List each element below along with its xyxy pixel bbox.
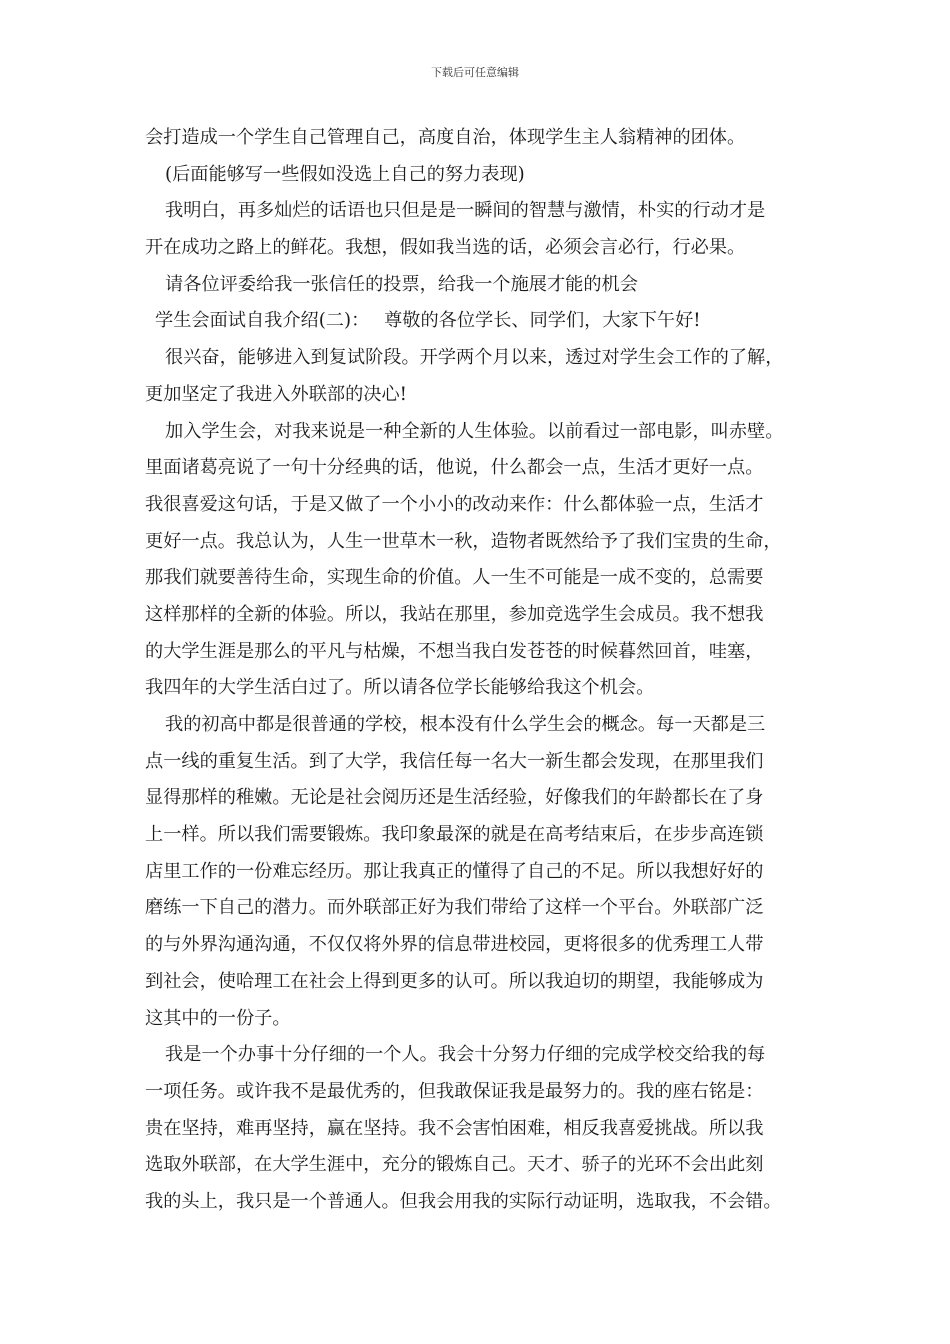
text-line: 学生会面试自我介绍(二)： 尊敬的各位学长、同学们，大家下午好! — [155, 310, 701, 332]
text-line: 会打造成一个学生自己管理自己，高度自治，体现学生主人翁精神的团体。 — [145, 127, 746, 148]
text-line: (后面能够写一些假如没选上自己的努力表现) — [165, 163, 525, 185]
text-line: 上一样。所以我们需要锻炼。我印象最深的就是在高考结束后，在步步高连锁 — [145, 824, 764, 846]
text-line: 我明白，再多灿烂的话语也只但是是一瞬间的智慧与激情，朴实的行动才是 — [165, 200, 766, 222]
text-line: 我是一个办事十分仔细的一个人。我会十分努力仔细的完成学校交给我的每 — [165, 1044, 766, 1066]
document-body — [145, 120, 825, 1221]
text-line: 开在成功之路上的鲜花。我想，假如我当选的话，必须会言必行，行必果。 — [145, 237, 746, 259]
text-line: 到社会，使哈理工在社会上得到更多的认可。所以我迫切的期望，我能够成为 — [145, 970, 764, 992]
text-line: 显得那样的稚嫩。无论是社会阅历还是生活经验，好像我们的年龄都长在了身 — [145, 787, 764, 809]
text-line: 磨练一下自己的潜力。而外联部正好为我们带给了这样一个平台。外联部广泛 — [145, 897, 764, 919]
text-line: 我的头上，我只是一个普通人。但我会用我的实际行动证明，选取我，不会错。 — [145, 1190, 782, 1212]
text-line: 店里工作的一份难忘经历。那让我真正的懂得了自己的不足。所以我想好好的 — [145, 860, 764, 882]
text-line: 请各位评委给我一张信任的投票，给我一个施展才能的机会 — [165, 273, 638, 295]
text-line: 的大学生涯是那么的平凡与枯燥，不想当我白发苍苍的时候暮然回首，哇塞， — [145, 640, 764, 662]
text-line: 这其中的一份子。 — [145, 1007, 291, 1029]
text-line: 选取外联部，在大学生涯中，充分的锻炼自己。天才、骄子的光环不会出此刻 — [145, 1154, 764, 1176]
text-line: 那我们就要善待生命，实现生命的价值。人一生不可能是一成不变的，总需要 — [145, 567, 764, 589]
text-line: 我四年的大学生活白过了。所以请各位学长能够给我这个机会。 — [145, 677, 655, 699]
text-line: 很兴奋，能够进入到复试阶段。开学两个月以来，透过对学生会工作的了解， — [165, 347, 784, 369]
text-line: 我的初高中都是很普通的学校，根本没有什么学生会的概念。每一天都是三 — [165, 714, 766, 735]
text-line: 里面诸葛亮说了一句十分经典的话，他说，什么都会一点，生活才更好一点。 — [145, 457, 764, 479]
text-line: 的与外界沟通沟通，不仅仅将外界的信息带进校园，更将很多的优秀理工人带 — [145, 934, 764, 956]
text-line: 加入学生会，对我来说是一种全新的人生体验。以前看过一部电影，叫赤壁。 — [165, 420, 784, 442]
text-line: 更加坚定了我进入外联部的决心! — [145, 383, 407, 405]
text-line: 更好一点。我总认为，人生一世草木一秋，造物者既然给予了我们宝贵的生命， — [145, 530, 782, 552]
text-line: 我很喜爱这句话，于是又做了一个小小的改动来作：什么都体验一点，生活才 — [145, 493, 764, 515]
page-header: 下载后可任意编辑 — [431, 66, 519, 79]
text-line: 点一线的重复生活。到了大学，我信任每一名大一新生都会发现，在那里我们 — [145, 750, 764, 772]
text-line: 贵在坚持，难再坚持，赢在坚持。我不会害怕困难，相反我喜爱挑战。所以我 — [145, 1117, 764, 1139]
text-line: 这样那样的全新的体验。所以，我站在那里，参加竞选学生会成员。我不想我 — [145, 603, 764, 625]
text-line: 一项任务。或许我不是最优秀的，但我敢保证我是最努力的。我的座右铭是： — [145, 1080, 764, 1102]
